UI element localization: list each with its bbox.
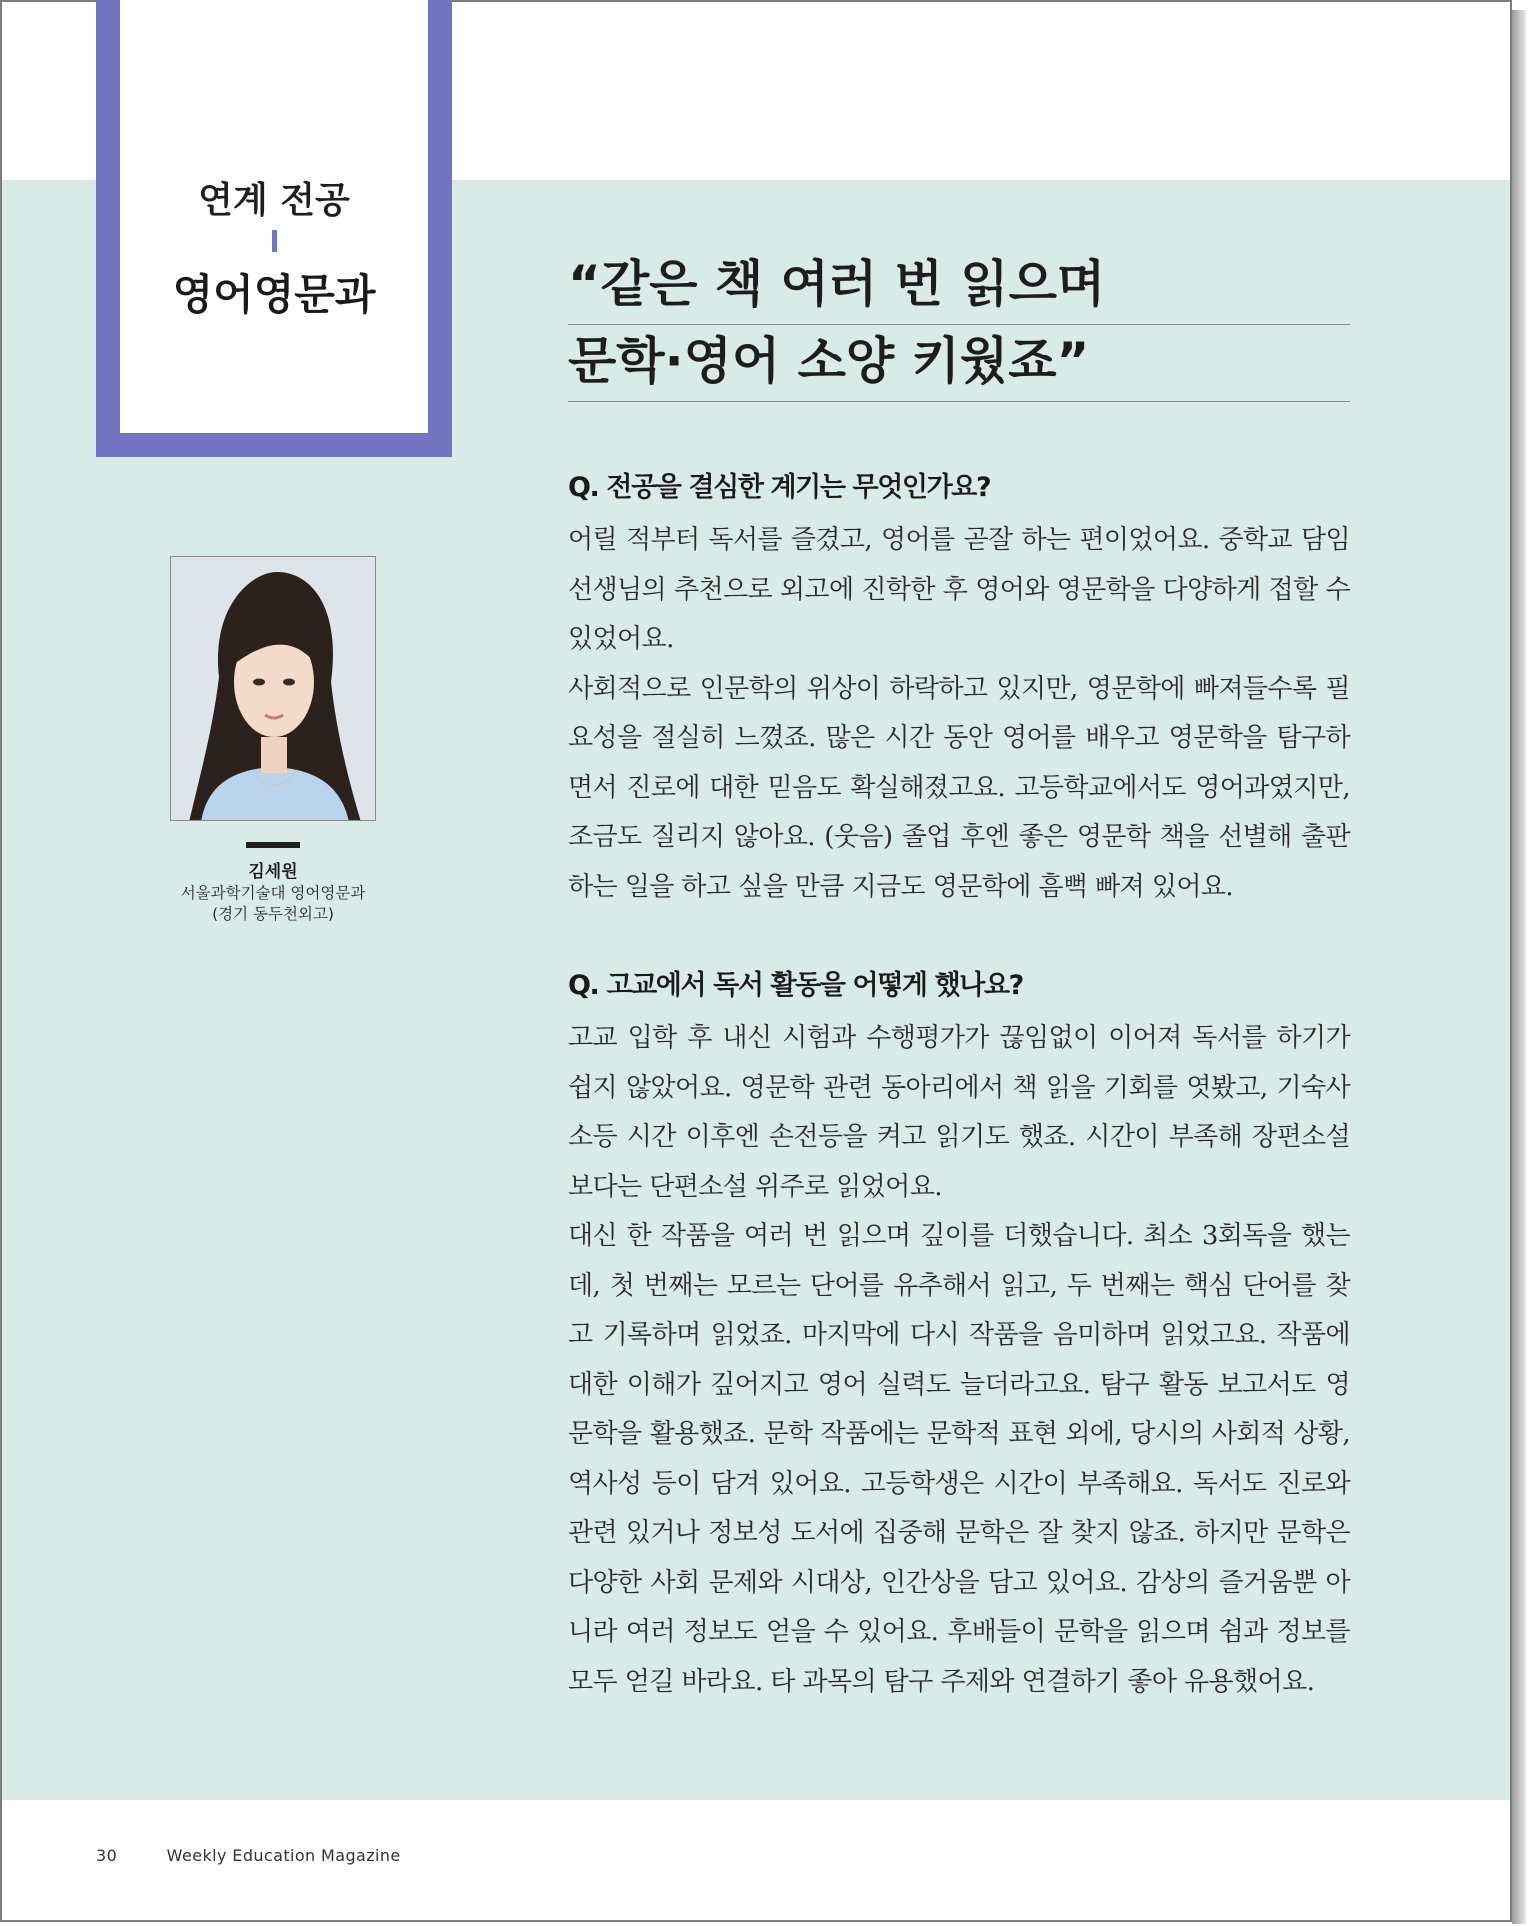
profile-school: 서울과학기술대 영어영문과 [180, 884, 366, 902]
qa-section-2 [568, 966, 1350, 1707]
answer-2-paragraph-1: 고교 입학 후 내신 시험과 수행평가가 끊임없이 이어져 독서를 하기가 쉽지 않았어요. 영문학 관련 동아리에서 책 읽을 기회를 엿봤고, 기숙사 소등 시간 이후엔 손전등을 켜고 읽기도 했죠. 시간이 부족해 장편소설보다는 단편소설 위주로 읽었어요. [568, 1023, 1350, 1202]
headline [568, 248, 1350, 402]
profile-photo [170, 556, 376, 821]
caption-bar [246, 842, 300, 848]
page-number: 30 [96, 1846, 118, 1865]
category-label: 연계 전공 [198, 180, 350, 221]
major-title: 영어영문과 [172, 270, 376, 319]
magazine-title: Weekly Education Magazine [166, 1846, 401, 1865]
page-shadow [1512, 10, 1526, 1924]
page-footer [96, 1846, 401, 1865]
headline-line-1: “같은 책 여러 번 읽으며 [568, 248, 1350, 325]
qa-section-1 [568, 468, 1350, 912]
profile-high-school: (경기 동두천외고) [212, 905, 334, 923]
major-label-box [96, 0, 452, 457]
profile-caption [140, 862, 406, 925]
label-divider [272, 230, 277, 252]
answer-2-paragraph-2: 대신 한 작품을 여러 번 읽으며 깊이를 더했습니다. 최소 3회독을 했는데, 첫 번째는 모르는 단어를 유추해서 읽고, 두 번째는 핵심 단어를 찾고 기록하며 읽었죠. 마지막에 다시 작품을 음미하며 읽었고요. 작품에 대한 이해가 깊어지고 영어 실력도 늘더라고요. 탐구 활동 보고서도 영문학을 활용했죠. 문학 작품에는 문학적 표현 외에, 당시의 사회적 상황, 역사성 등이 담겨 있어요. 고등학생은 시간이 부족해요. 독서도 진로와 관련 있거나 정보성 도서에 집중해 문학은 잘 찾지 않죠. 하지만 문학은 다양한 사회 문제와 시대상, 인간상을 담고 있어요. 감상의 즐거움뿐 아니라 여러 정보도 얻을 수 있어요. 후배들이 문학을 읽으며 쉼과 정보를 모두 얻길 바라요. 타 과목의 탐구 주제와 연결하기 좋아 유용했어요. [568, 1221, 1350, 1697]
answer-1-paragraph-2: 사회적으로 인문학의 위상이 하락하고 있지만, 영문학에 빠져들수록 필요성을 절실히 느꼈죠. 많은 시간 동안 영어를 배우고 영문학을 탐구하면서 진로에 대한 믿음도 확실해졌고요. 고등학교에서도 영어과였지만, 조금도 질리지 않아요. (웃음) 졸업 후엔 좋은 영문학 책을 선별해 출판하는 일을 하고 싶을 만큼 지금도 영문학에 흠뻑 빠져 있어요. [568, 673, 1350, 902]
answer-1-paragraph-1: 어릴 적부터 독서를 즐겼고, 영어를 곧잘 하는 편이었어요. 중학교 담임 선생님의 추천으로 외고에 진학한 후 영어와 영문학을 다양하게 접할 수 있었어요. [568, 525, 1350, 654]
profile-name: 김세원 [248, 862, 298, 882]
question-1: Q. 전공을 결심한 계기는 무엇인가요? [568, 472, 991, 503]
headline-line-2: 문학·영어 소양 키웠죠” [568, 325, 1350, 402]
question-2: Q. 고교에서 독서 활동을 어떻게 했나요? [568, 970, 1023, 1001]
portrait-image [171, 557, 376, 821]
